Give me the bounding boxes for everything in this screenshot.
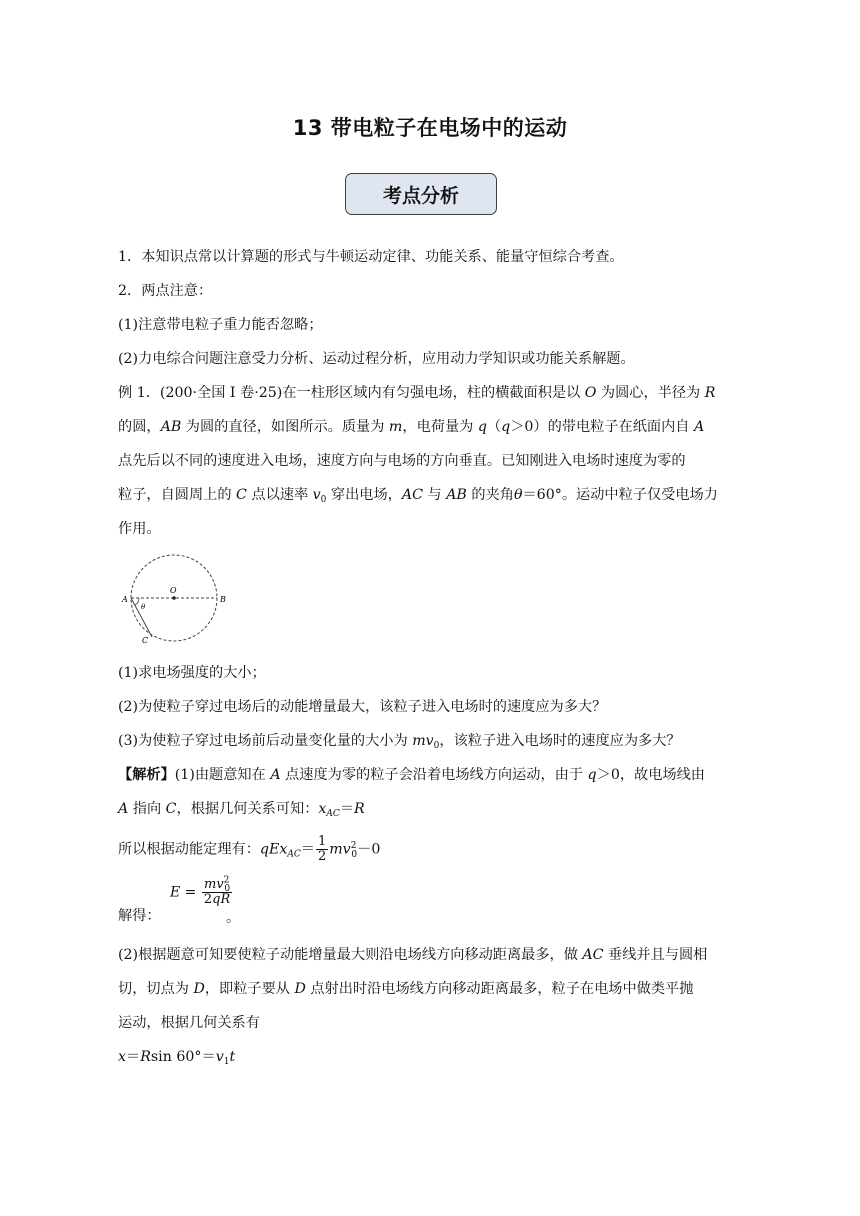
- point-2-1: (1)注意带电粒子重力能否忽略；: [118, 317, 323, 333]
- solution-line-6: 切，切点为 D，即粒子要从 D 点射出时沿电场线方向移动距离最多，粒子在电场中做类平抛: [118, 981, 694, 997]
- solution-line-7: 运动，根据几何关系有: [118, 1015, 260, 1031]
- example-line-5: 作用。: [118, 521, 161, 537]
- circle-field-figure: [118, 552, 238, 644]
- solution-line-3: 所以根据动能定理有：qEx$_{AC}$＝ $\frac{1}{2}$ $mv^2_0-0$: [118, 834, 381, 864]
- example-label: 例 1．(200·全国 I 卷·25): [118, 385, 283, 401]
- point-2: 2．两点注意：: [118, 283, 213, 299]
- label-o: O: [170, 586, 177, 595]
- example-line-3: 点先后以不同的速度进入电场，速度方向与电场的方向垂直。已知刚进入电场时速度为零的: [118, 453, 686, 469]
- solution-line-8: x＝Rsin $60^\circ=v_1t$: [118, 1049, 236, 1067]
- label-theta: θ: [141, 603, 146, 611]
- solution-line-5: (2)根据题意可知要使粒子动能增量最大则沿电场线方向移动距离最多，做 AC 垂线并且与圆相: [118, 947, 708, 963]
- label-b: B: [220, 595, 226, 604]
- point-2-2: (2)力电综合问题注意受力分析、运动过程分析，应用动力学知识或功能关系解题。: [118, 351, 635, 367]
- solution-line-1: 【解析】(1)由题意知在 A 点速度为零的粒子会沿着电场线方向运动，由于 q＞0，故电场线由: [118, 767, 705, 783]
- label-a: A: [122, 595, 128, 604]
- example-line-1: 例 1．(200·全国 I 卷·25)在一柱形区域内有匀强电场，柱的横截面积是以 O 为圆心，半径为 R: [118, 385, 716, 401]
- solution-tag: 【解析】: [118, 767, 175, 783]
- formula-E: E = $\frac{mv^2_0}{2qR}$: [170, 875, 231, 907]
- solution-line-2: A 指向 C，根据几何关系可知：$x_{AC}=R$: [118, 801, 365, 819]
- point-1: 1．本知识点常以计算题的形式与牛顿运动定律、功能关系、能量守恒综合考查。: [118, 249, 624, 265]
- solution-solve-label: 解得：: [118, 908, 161, 924]
- question-1: (1)求电场强度的大小；: [118, 665, 266, 681]
- page-title: 13 带电粒子在电场中的运动: [292, 116, 568, 140]
- solution-period: 。: [226, 910, 241, 926]
- label-c: C: [142, 636, 149, 644]
- example-line-2: 的圆，AB 为圆的直径，如图所示。质量为 m，电荷量为 q（q＞0）的带电粒子在纸面内自 A: [118, 419, 705, 435]
- section-heading-box: 考点分析: [345, 173, 497, 215]
- example-line-4: 粒子，自圆周上的 C 点以速率 $v_0$ 穿出电场，AC 与 AB 的夹角θ＝60°。运动中粒子仅受电场力: [118, 487, 718, 505]
- question-3: (3)为使粒子穿过电场前后动量变化量的大小为 $mv_0$，该粒子进入电场时的速度应为多大？: [118, 733, 681, 751]
- question-2: (2)为使粒子穿过电场后的动能增量最大，该粒子进入电场时的速度应为多大？: [118, 699, 607, 715]
